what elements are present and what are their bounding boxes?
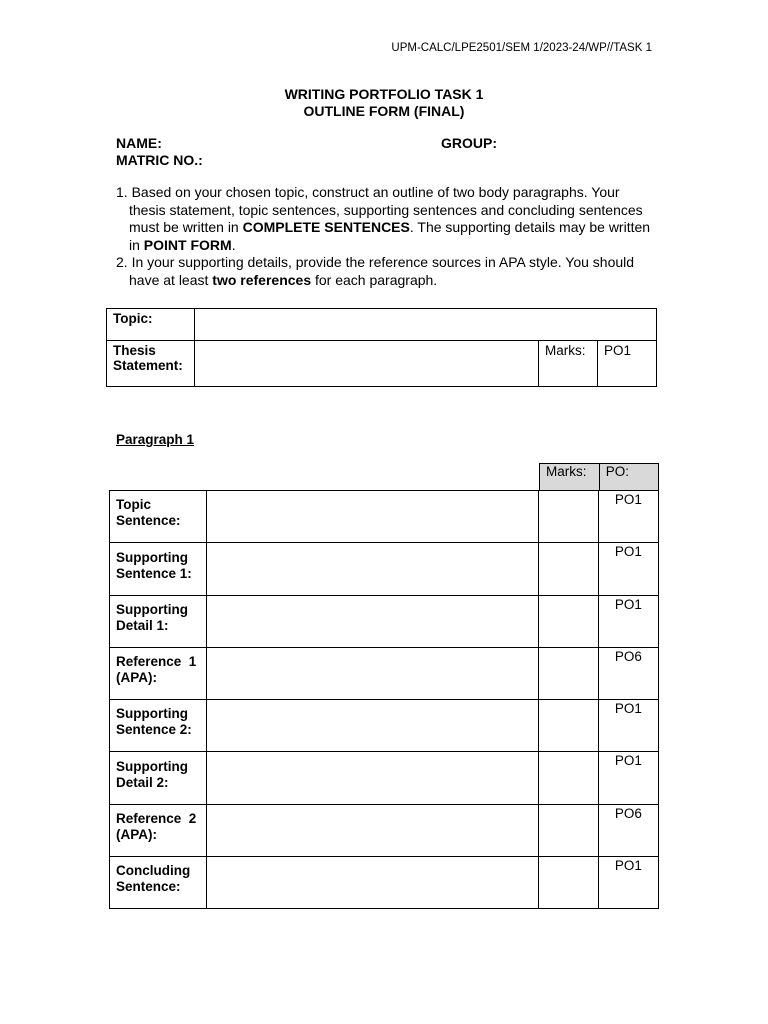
matric-label: MATRIC NO.: [116,152,203,168]
row-label-line-1: Supporting [116,601,188,617]
row-label-line-1: Supporting [116,758,188,774]
instruction-1-text-a: 1. Based on your chosen topic, construct an outline of two body paragraphs. Your thesis statement, topic sentences, supporting sentences and concluding sentences must be written in [116,184,643,236]
answer-cell[interactable] [207,700,539,752]
instruction-1-bold-b: POINT FORM [143,236,232,253]
table-row [110,543,659,595]
title-line-2: OUTLINE FORM (FINAL) [303,103,465,119]
row-label-line-2: Sentence 2: [116,722,192,738]
marks-cell[interactable] [538,647,598,699]
row-label [110,700,207,752]
row-label [110,857,207,909]
po-cell: PO6 [598,804,658,856]
paragraph-table [109,490,659,909]
instruction-1-bold-a: COMPLETE SENTENCES [242,219,410,236]
thesis-input-cell[interactable] [195,341,539,387]
row-label-line-1: Reference 1 [116,654,197,670]
thesis-label-line-2: Statement: [113,358,183,373]
group-label: GROUP: [441,135,497,151]
thesis-label-line-1: Thesis [113,343,156,358]
marks-cell[interactable] [538,491,598,543]
marks-cell[interactable] [538,857,598,909]
marks-header-label: Marks: [540,464,600,491]
answer-cell[interactable] [207,491,539,543]
row-label [110,647,207,699]
table-row [110,700,659,752]
page-title [0,86,768,120]
row-label-line-1: Reference 2 [116,811,197,827]
row-label [110,804,207,856]
row-label-line-1: Concluding [116,863,191,879]
answer-cell[interactable] [207,752,539,804]
row-label-line-2: Sentence 1: [116,565,192,581]
topic-table [106,308,657,387]
thesis-label [107,341,195,387]
instructions [116,184,656,290]
po-cell: PO1 [598,595,658,647]
row-label-line-1: Topic [116,497,151,513]
instruction-1-text-b: . The supporting details may be written in [129,219,651,253]
row-label-line-2: (APA): [116,827,157,843]
table-row [110,857,659,909]
answer-cell[interactable] [207,804,539,856]
table-row [110,804,659,856]
thesis-po-value: PO1 [598,341,657,387]
table-row [110,595,659,647]
row-label-line-1: Supporting [116,706,188,722]
instruction-2-bold: two references [212,271,312,288]
table-row [110,491,659,543]
row-label-line-2: Sentence: [116,513,181,529]
table-row [110,647,659,699]
po-cell: PO1 [598,857,658,909]
row-label-line-2: (APA): [116,670,157,686]
row-label [110,543,207,595]
marks-po-header [539,463,659,491]
po-header-label: PO: [599,464,658,491]
marks-cell[interactable] [538,543,598,595]
row-label-line-1: Supporting [116,549,188,565]
answer-cell[interactable] [207,543,539,595]
row-label [110,491,207,543]
topic-label: Topic: [107,309,195,341]
instruction-1 [116,184,656,254]
instruction-2-text-b: for each paragraph. [311,271,438,288]
marks-cell[interactable] [538,595,598,647]
row-label-line-2: Sentence: [116,879,181,895]
instruction-1-text-c: . [231,236,236,253]
row-label-line-2: Detail 1: [116,617,169,633]
po-cell: PO1 [598,700,658,752]
row-label-line-2: Detail 2: [116,774,169,790]
row-label [110,752,207,804]
thesis-row [107,341,657,387]
name-label: NAME: [116,135,162,151]
topic-row [107,309,657,341]
po-cell: PO1 [598,491,658,543]
row-label [110,595,207,647]
instruction-2 [116,254,656,289]
document-code: UPM-CALC/LPE2501/SEM 1/2023-24/WP//TASK 1 [391,42,652,54]
instruction-2-text-a: 2. In your supporting details, provide the reference sources in APA style. You should have at least [116,254,635,288]
marks-cell[interactable] [538,804,598,856]
paragraph-heading: Paragraph 1 [116,432,195,447]
po-cell: PO1 [598,752,658,804]
title-line-1: WRITING PORTFOLIO TASK 1 [284,86,484,102]
answer-cell[interactable] [207,595,539,647]
topic-input-cell[interactable] [195,309,657,341]
marks-cell[interactable] [538,700,598,752]
answer-cell[interactable] [207,647,539,699]
table-row [110,752,659,804]
answer-cell[interactable] [207,857,539,909]
po-cell: PO1 [598,543,658,595]
po-cell: PO6 [598,647,658,699]
marks-cell[interactable] [538,752,598,804]
thesis-marks-label: Marks: [539,341,598,387]
